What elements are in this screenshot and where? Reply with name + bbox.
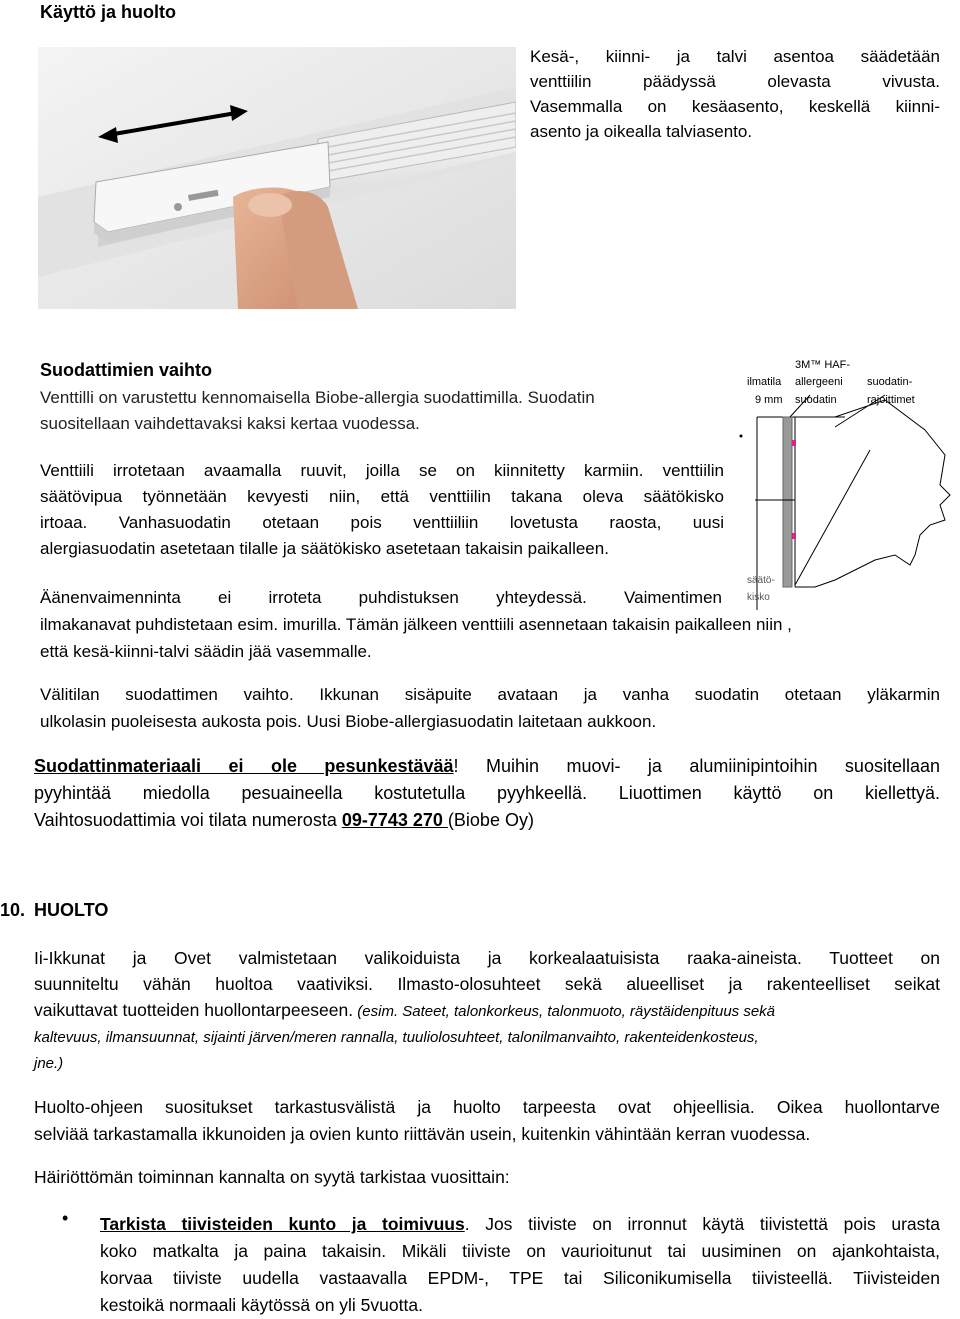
huolto-p1-line-3 [34,997,940,1025]
bullet-item [100,1211,940,1319]
huolto-p2-line-2: selviää tarkastamalla ikkunoiden ja ovien kunto riittävän usein, kuitenkin vähintään kerran vuodessa. [34,1124,811,1144]
filters-p3-line-3: että kesä-kiinni-talvi säädin jää vasemmalle. [40,642,372,661]
diagram-label-suodatin-raj1: suodatin- [867,376,913,388]
huolto-p1-line-1: Ii-Ikkunat ja Ovet valmistetaan valikoiduista ja korkealaatuisista raaka-aineista. Tuotteet on [34,948,940,968]
vent-line-2: venttiilin päädyssä olevasta vivusta. [530,72,940,91]
huolto-p1-italic-line-1: kaltevuus, ilmansuunnat, sijainti järven/meren rannalla, tuuliolosuhteet, talonilmanvaihto, rakenteidenkosteus, [34,1029,759,1046]
filters-p1-line-1: Venttilli on varustettu kennomaisella Biobe-allergia suodattimilla. Suodatin [40,388,595,407]
filters-p2-line-1: Venttiili irrotetaan avaamalla ruuvit, joilla se on kiinnitetty karmiin. venttiilin [40,461,724,480]
huolto-title: HUOLTO [34,900,109,920]
diagram-label-9mm: 9 mm [755,394,783,406]
vent-photo [38,47,516,309]
valitila-line-2: ulkolasin puoleisesta aukosta pois. Uusi Biobe-allergiasuodatin laitetaan aukkoon. [40,712,657,731]
filters-p2-line-3: irtoaa. Vanhasuodatin otetaan pois venttiiliin lovetusta raosta, uusi [40,513,724,532]
diagram-label-saato2: kisko [747,592,770,603]
bullet-line-3: korvaa tiiviste uudella vastaavalla EPDM-, TPE tai Siliconikumisella tiivisteellä. Tiivisteiden [100,1268,940,1288]
material-line-1 [34,753,940,780]
bullet-line1-rest: . Jos tiiviste on irronnut käytä tiivistettä pois urasta [464,1214,940,1234]
huolto-number: 10. [0,900,26,920]
huolto-p3: Häiriöttömän toiminnan kannalta on syytä tarkistaa vuosittain: [34,1167,510,1187]
filters-p2-line-2: säätövipua työnnetään kevyesti niin, että venttiilin takana oleva säätökisko [40,487,724,506]
vent-line-1: Kesä-, kiinni- ja talvi asentoa säädetään [530,47,940,66]
diagram-label-saato1: säätö- [747,575,775,586]
filters-p3 [40,584,792,665]
filters-p1-line-2: suositellaan vaihdettavaksi kaksi kertaa vuodessa. [40,414,420,433]
diagram-label-3m: 3M™ HAF- [795,359,850,371]
diagram-label-allergeeni: allergeeni [795,376,843,388]
valitila-paragraph [40,681,940,735]
material-line-3 [34,807,940,834]
filters-heading: Suodattimien vaihto [40,360,213,380]
filters-p3-line-2: ilmakanavat puhdistetaan esim. imurilla. Tämän jälkeen venttiili asennetaan takaisin paikalleen niin , [40,615,792,634]
filter-diagram [735,355,955,610]
bullet-dot: • [62,1208,69,1228]
phone-number: 09-7743 270 [341,810,448,830]
filters-p2 [40,458,724,562]
filters-p2-line-4: alergiasuodatin asetetaan tilalle ja säätökisko asetetaan takaisin paikalleen. [40,539,609,558]
bullet-line-4: kestoikä normaali käytössä on yli 5vuotta. [100,1295,423,1315]
material-warning: Suodattinmateriaali ei ole pesunkestävää [34,756,454,776]
huolto-p1-italic-line-2: jne.) [34,1055,64,1072]
huolto-p2 [34,1094,940,1148]
valitila-line-1: Välitilan suodattimen vaihto. Ikkunan sisäpuite avataan ja vanha suodatin otetaan yläkarmin [40,685,940,704]
huolto-p1-line-3-text: vaikuttavat tuotteiden huollontarpeeseen. [34,1000,354,1020]
filters-p1 [40,385,724,437]
material-line-2: pyyhintää miedolla pesuaineella kostutetulla pyyhkeellä. Liuottimen käyttö on kiellettyä. [34,783,940,803]
huolto-p2-line-1: Huolto-ohjeen suositukset tarkastusvälistä ja huolto tarpeesta ovat ohjeellisia. Oikea huollontarve [34,1097,940,1117]
bullet-line-2: koko matkalta ja paina takaisin. Mikäli tiiviste on vaurioitunut tai uusiminen on ajankohtaista, [100,1241,940,1261]
material-paragraph [34,753,940,834]
bullet-title: Tarkista tiivisteiden kunto ja toimivuus [100,1214,465,1234]
diagram-label-air: ilmatila [747,376,782,388]
huolto-p1 [34,945,940,1077]
huolto-p1-line-2: suunniteltu vähän huoltoa vaativiksi. Ilmasto-olosuhteet sekä alueelliset ja rakenteelliset seikat [34,974,940,994]
huolto-p1-italic-start: (esim. Sateet, talonkorkeus, talonmuoto, räystäidenpituus sekä [353,1003,776,1020]
bullet-line-1 [100,1211,940,1238]
material-line3-post: (Biobe Oy) [447,810,534,830]
vent-line-3: Vasemmalla on kesäasento, keskellä kiinni- [530,97,940,116]
diagram-label-suodatin: suodatin [795,394,837,406]
material-line3-pre: Vaihtosuodattimia voi tilata numerosta [34,810,342,830]
vent-paragraph [530,44,940,144]
diagram-label-suodatin-raj2: rajoittimet [867,394,915,406]
section-title: Käyttö ja huolto [40,2,176,22]
vent-line-4: asento ja oikealla talviasento. [530,122,753,141]
huolto-heading [0,900,108,921]
filters-p3-line-1: Äänenvaimenninta ei irroteta puhdistuksen yhteydessä. Vaimentimen [40,588,722,607]
material-line1-rest: ! Muihin muovi- ja alumiinipintoihin suositellaan [453,756,940,776]
